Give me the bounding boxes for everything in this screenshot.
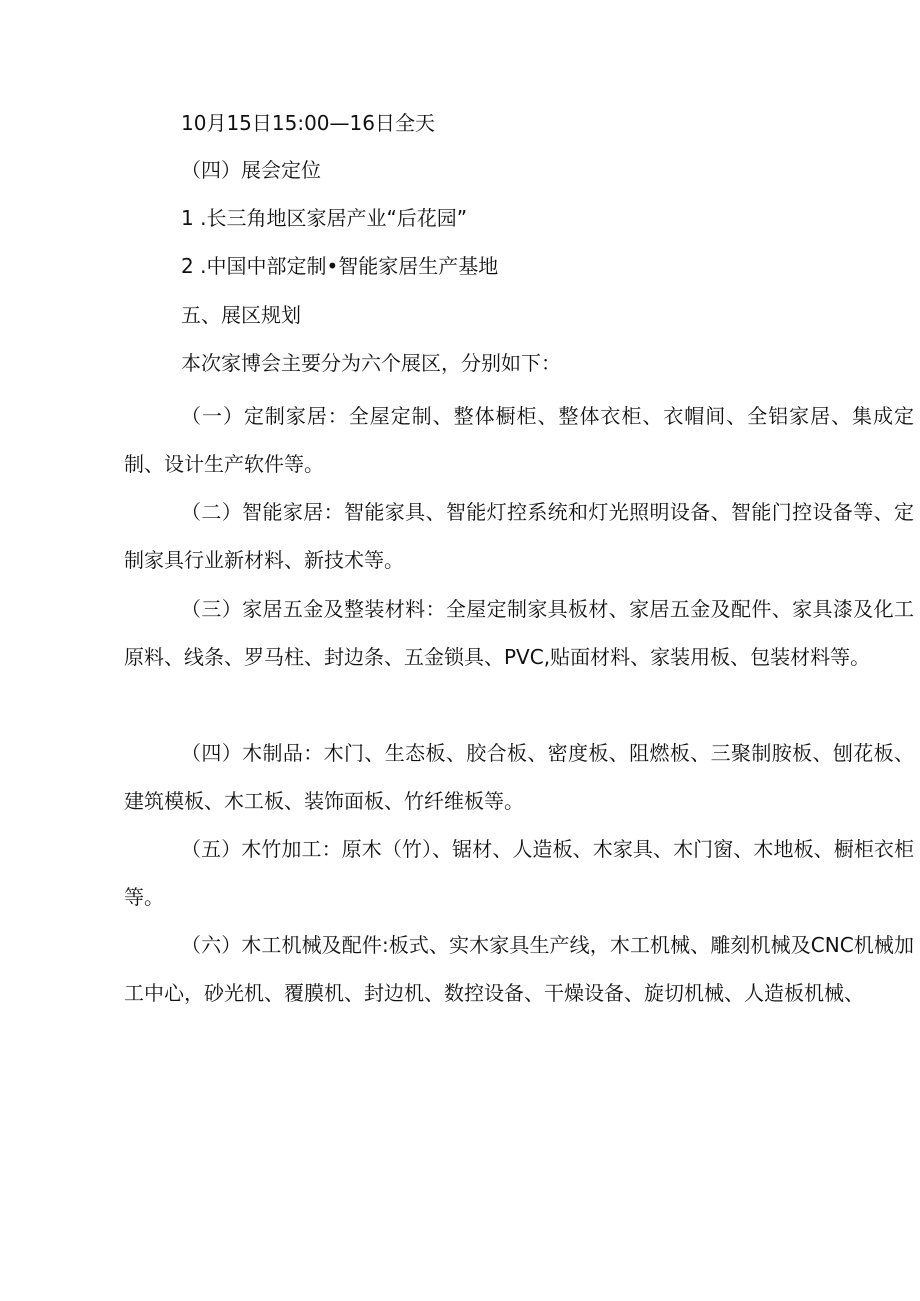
zone-paragraph-3: （三）家居五金及整装材料：全屋定制家具板材、家居五金及配件、家具漆及化工原料、线条、罗马柱、封边条、五金锁具、PVC,贴面材料、家装用板、包装材料等。 bbox=[124, 597, 914, 669]
zone-paragraph-4: （四）木制品：木门、生态板、胶合板、密度板、阻燃板、三聚制胺板、刨花板、建筑模板、木工板、装饰面板、竹纤维板等。 bbox=[124, 741, 914, 813]
section-heading-zone-planning: 五、展区规划 bbox=[181, 303, 301, 327]
zone-paragraph-1: （一）定制家居：全屋定制、整体橱柜、整体衣柜、衣帽间、全铝家居、集成定制、设计生产软件等。 bbox=[124, 404, 914, 476]
date-line: 10月15日15:00—16日全天 bbox=[181, 111, 435, 135]
zone-paragraph-2: （二）智能家居：智能家具、智能灯控系统和灯光照明设备、智能门控设备等、定制家具行业新材料、新技术等。 bbox=[124, 500, 914, 572]
zone-paragraph-6: （六）木工机械及配件:板式、实木家具生产线，木工机械、雕刻机械及CNC机械加工中心，砂光机、覆膜机、封边机、数控设备、干燥设备、旋切机械、人造板机械、 bbox=[124, 933, 914, 1005]
zone-paragraph-5: （五）木竹加工：原木（竹）、锯材、人造板、木家具、木门窗、木地板、橱柜衣柜等。 bbox=[124, 837, 914, 909]
section-heading-positioning: （四）展会定位 bbox=[181, 158, 321, 182]
positioning-item-1: 1 .长三角地区家居产业“后花园” bbox=[181, 206, 468, 230]
zones-intro: 本次家博会主要分为六个展区，分别如下： bbox=[181, 351, 561, 375]
positioning-item-2: 2 .中国中部定制•智能家居生产基地 bbox=[181, 254, 499, 278]
